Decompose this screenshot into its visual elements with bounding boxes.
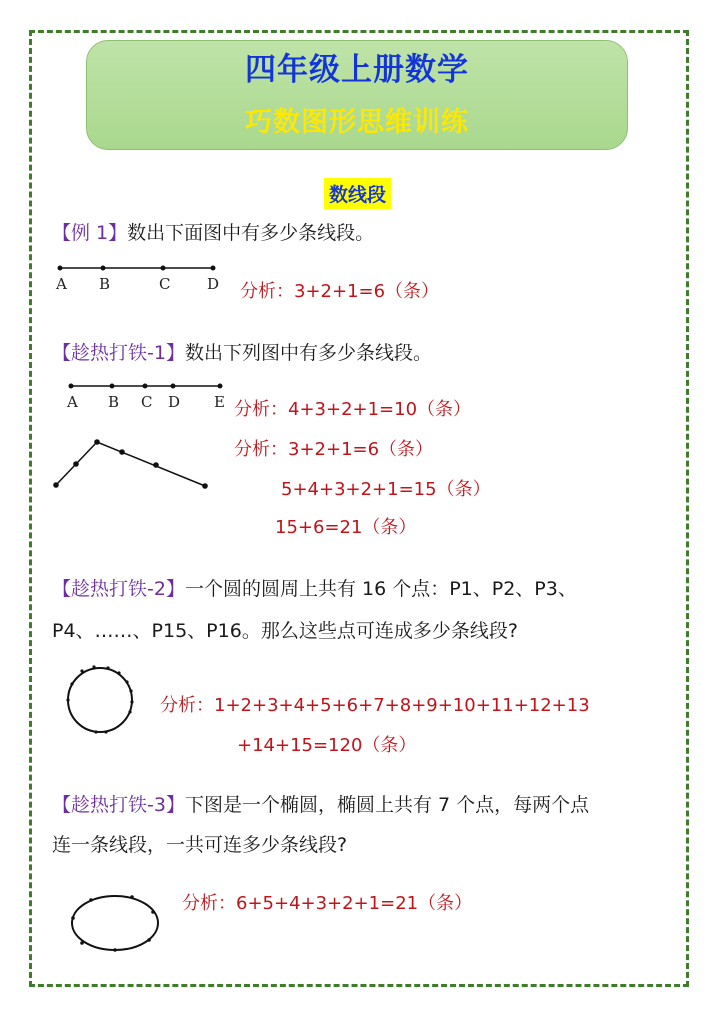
- drill2-tag: 【趁热打铁-2】: [52, 578, 185, 600]
- drill2-circle-figure: [60, 660, 140, 740]
- drill2-question-line2: P4、……、P15、P16。那么这些点可连成多少条线段?: [52, 620, 518, 642]
- drill1-answer-4: 15+6=21（条）: [275, 517, 417, 538]
- point-label-e: E: [214, 393, 225, 411]
- point-label-d: D: [168, 393, 181, 411]
- drill2-answer-2: +14+15=120（条）: [237, 735, 417, 756]
- example1-answer: 分析：3+2+1=6（条）: [240, 281, 440, 302]
- drill1-answer-1: 分析：4+3+2+1=10（条）: [234, 399, 472, 420]
- drill1-text: 数出下列图中有多少条线段。: [184, 342, 432, 364]
- drill2-question-line1: [52, 574, 577, 604]
- point-label-a: A: [67, 393, 78, 411]
- point-label-b: B: [99, 275, 111, 293]
- drill1-segment-figure: [65, 378, 230, 418]
- point-label-a: A: [56, 275, 67, 293]
- drill3-tag: 【趁热打铁-3】: [52, 794, 185, 816]
- drill1-question: [52, 338, 432, 368]
- drill1-tag: 【趁热打铁-1】: [52, 342, 185, 364]
- example1-text: 数出下面图中有多少条线段。: [127, 222, 375, 244]
- point-label-c: C: [159, 275, 171, 293]
- example1-question: [52, 218, 374, 248]
- page-subtitle: 巧数图形思维训练: [245, 107, 469, 138]
- point-label-c: C: [141, 393, 153, 411]
- section-title: 数线段: [324, 178, 391, 209]
- page-title: 四年级上册数学: [245, 52, 469, 88]
- drill2-answer-1: 分析：1+2+3+4+5+6+7+8+9+10+11+12+13: [160, 695, 590, 716]
- example1-tag: 【例 1】: [52, 222, 128, 244]
- drill3-answer: 分析：6+5+4+3+2+1=21（条）: [182, 893, 473, 914]
- point-label-b: B: [108, 393, 120, 411]
- drill3-ellipse-figure: [65, 885, 165, 965]
- drill1-polyline-figure: [50, 435, 215, 495]
- example1-segment-figure: [55, 260, 225, 300]
- drill2-text-1: 一个圆的圆周上共有 16 个点：P1、P2、P3、: [184, 578, 577, 600]
- drill3-text-1: 下图是一个椭圆，椭圆上共有 7 个点，每两个点: [184, 794, 590, 816]
- drill3-question-line1: [52, 790, 589, 820]
- point-label-d: D: [207, 275, 220, 293]
- drill1-answer-3: 5+4+3+2+1=15（条）: [281, 479, 491, 500]
- drill3-question-line2: 连一条线段，一共可连多少条线段?: [52, 834, 348, 856]
- drill1-answer-2: 分析：3+2+1=6（条）: [234, 439, 434, 460]
